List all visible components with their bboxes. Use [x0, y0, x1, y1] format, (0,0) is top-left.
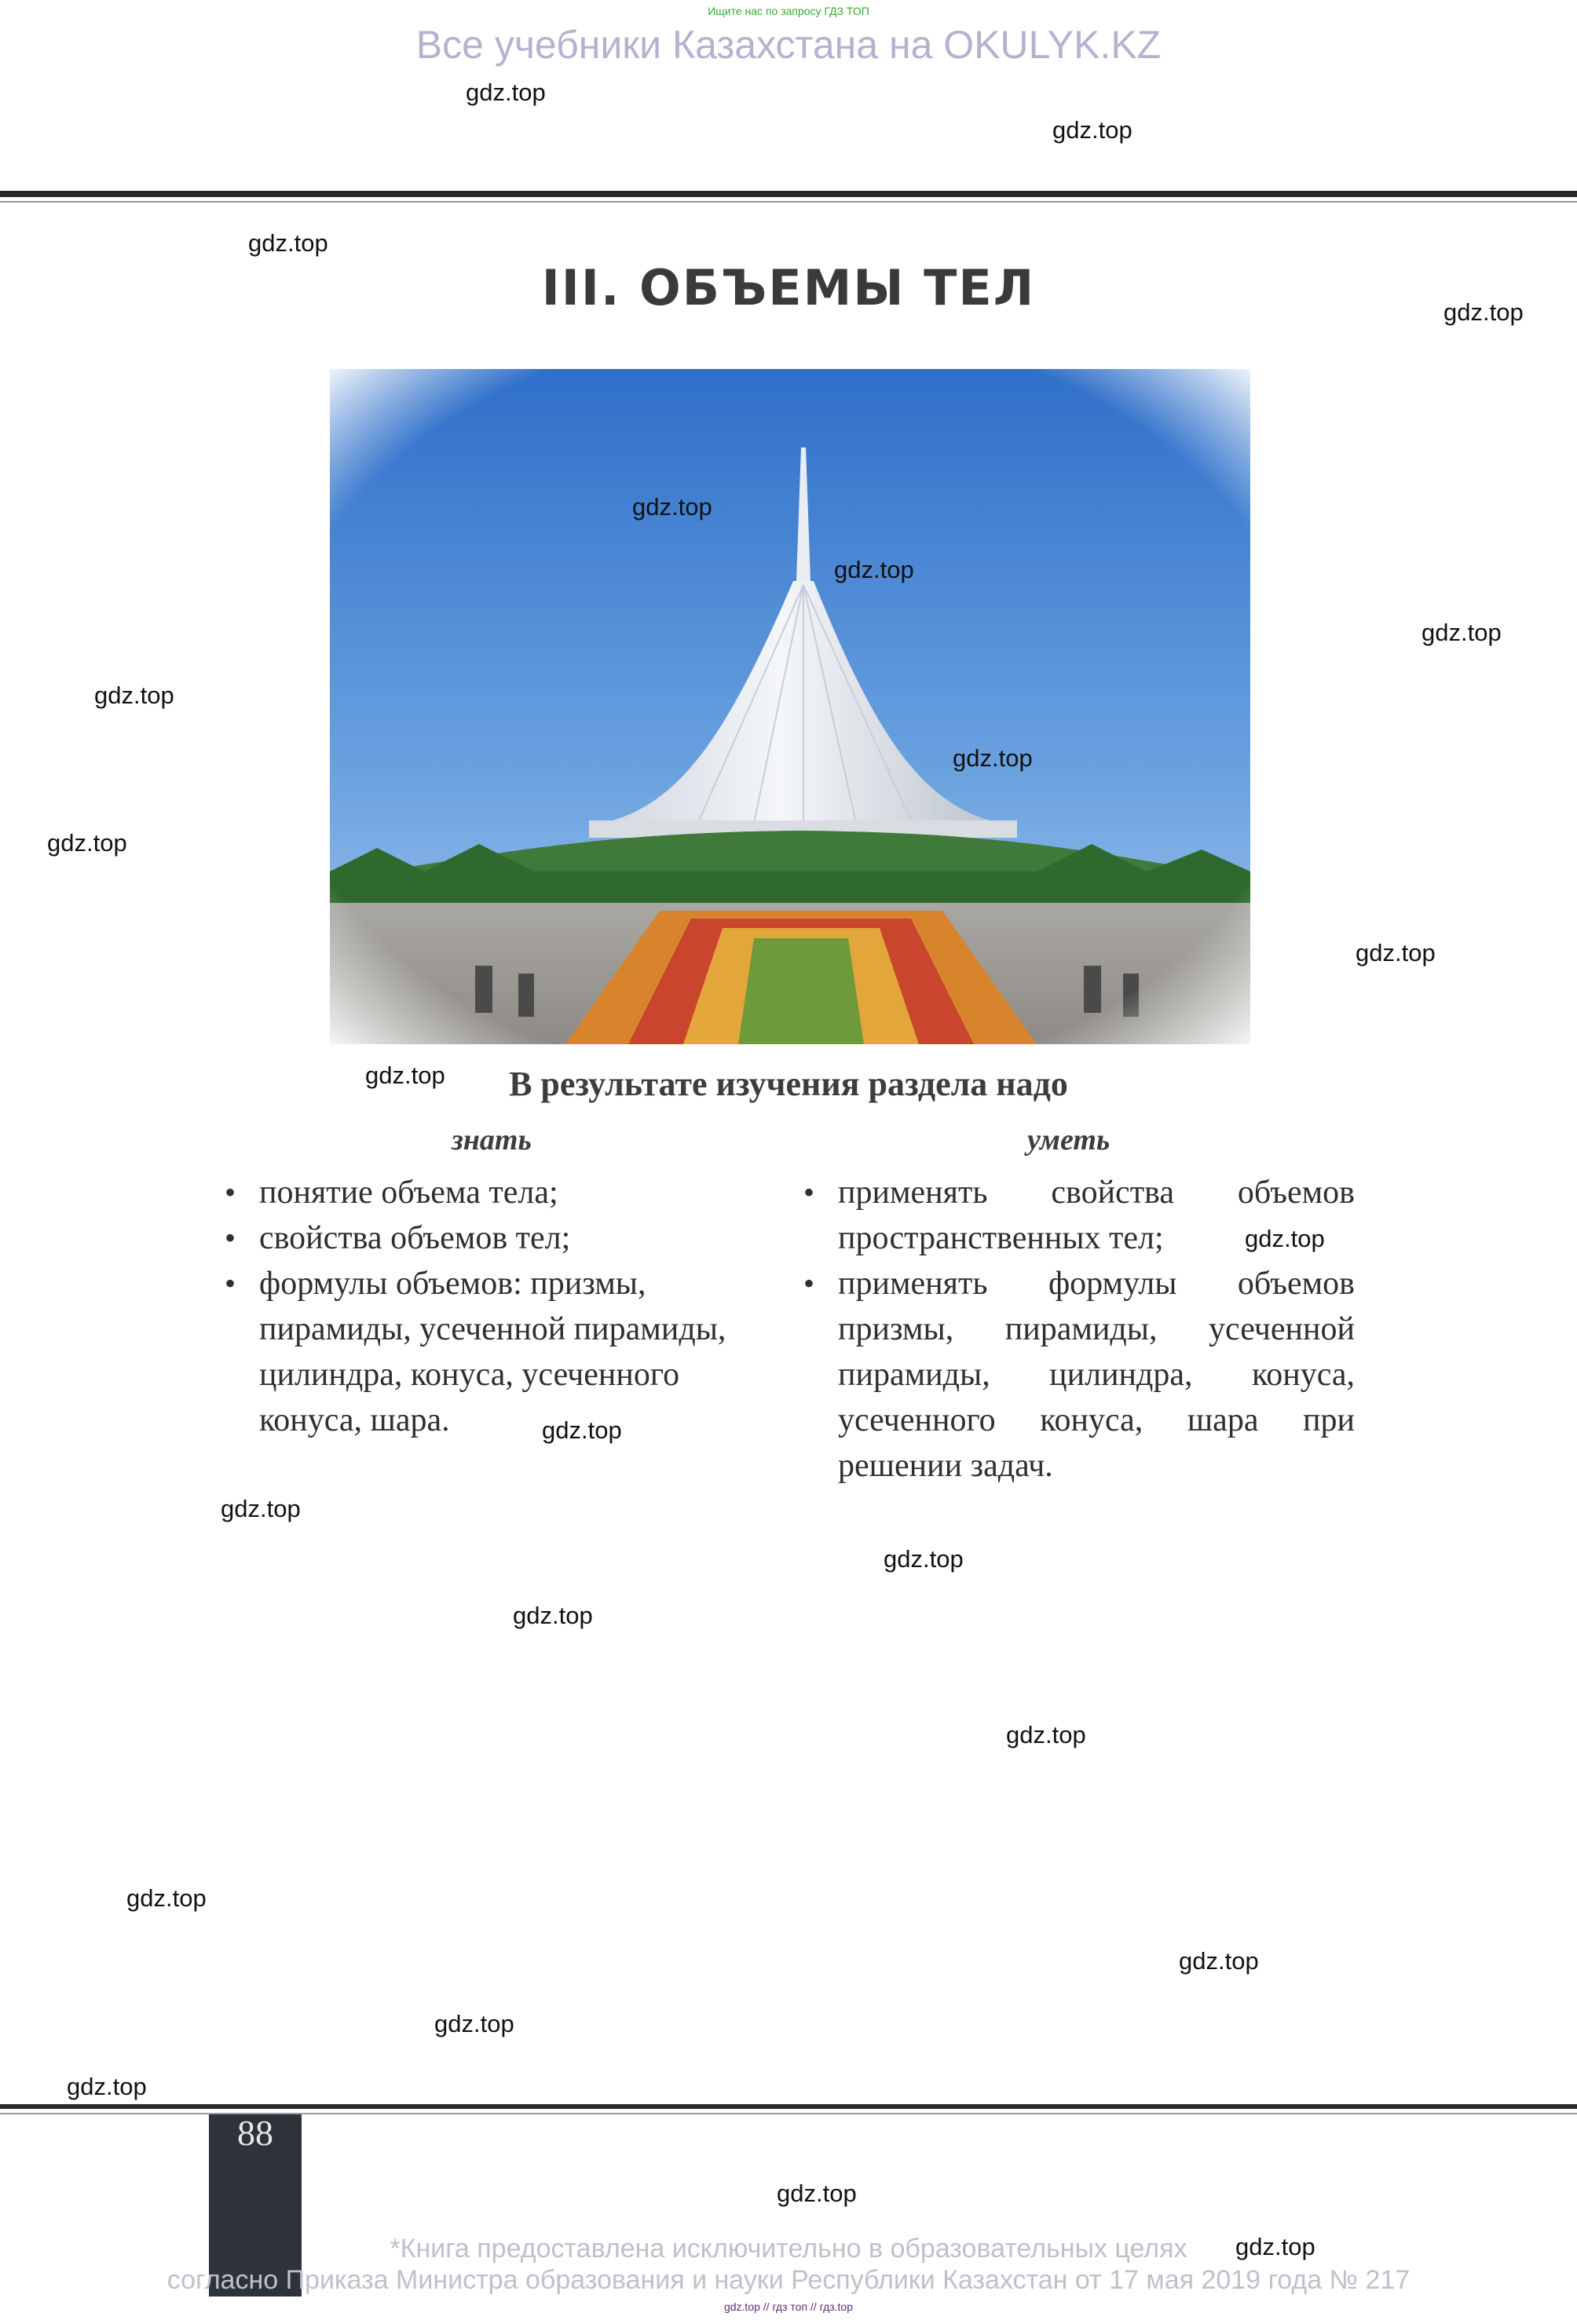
section-title: III. ОБЪЕМЫ ТЕЛ: [541, 259, 1036, 316]
watermark-text: gdz.top: [1179, 1947, 1259, 1975]
watermark-text: gdz.top: [1245, 1225, 1325, 1252]
list-item: • применять формулы объемов призмы, пирамиды, усеченной пирамиды, цилиндра, конуса, усеченного конуса, шара при решении задач.: [797, 1261, 1355, 1489]
top-divider-thin: [0, 201, 1577, 203]
can-list: [797, 1170, 1355, 1489]
top-divider: [0, 191, 1577, 197]
site-banner[interactable]: Все учебники Казахстана на OKULYK.KZ: [415, 23, 1162, 67]
footer-disclaimer: *Книга предоставлена исключительно в образовательных целях: [390, 2234, 1187, 2264]
watermark-text: gdz.top: [94, 681, 174, 709]
watermark-text: gdz.top: [434, 2010, 514, 2037]
page-number: 88: [237, 2113, 273, 2153]
watermark-text: gdz.top: [365, 1062, 445, 1089]
list-item: • понятие объема тела;: [218, 1170, 776, 1215]
watermark-text: gdz.top: [47, 829, 127, 857]
watermark-text: gdz.top: [1443, 298, 1524, 326]
know-list: [218, 1170, 776, 1443]
watermark-text: gdz.top: [248, 229, 328, 257]
can-heading: уметь: [1027, 1124, 1110, 1157]
footer-links[interactable]: gdz.top // гдз топ // гдз.top: [723, 2300, 854, 2313]
learning-outcomes-heading: В результате изучения раздела надо: [509, 1065, 1068, 1103]
watermark-text: gdz.top: [884, 1545, 964, 1573]
watermark-text: gdz.top: [221, 1495, 301, 1522]
watermark-text: gdz.top: [1006, 1721, 1086, 1748]
know-heading: знать: [452, 1124, 532, 1157]
bottom-divider: [0, 2104, 1577, 2109]
watermark-text: gdz.top: [777, 2180, 857, 2207]
watermark-text: gdz.top: [67, 2073, 147, 2100]
watermark-text: gdz.top: [466, 79, 546, 106]
khan-shatyr-photo: [330, 369, 1250, 1044]
top-search-note: Ищите нас по запросу ГДЗ ТОП: [708, 5, 869, 17]
watermark-text: gdz.top: [953, 744, 1033, 772]
watermark-text: gdz.top: [542, 1416, 622, 1444]
watermark-text: gdz.top: [1235, 2233, 1315, 2260]
list-item: • формулы объемов: призмы, пирамиды, усеченной пирамиды, цилиндра, конуса, усеченного конуса, шара.: [218, 1261, 776, 1443]
watermark-text: gdz.top: [513, 1602, 593, 1629]
watermark-text: gdz.top: [632, 493, 712, 521]
watermark-text: gdz.top: [1421, 619, 1502, 646]
watermark-text: gdz.top: [1052, 116, 1132, 144]
watermark-text: gdz.top: [126, 1884, 207, 1912]
list-item: • применять свойства объемов пространственных тел;: [797, 1170, 1355, 1261]
footer-order-note: согласно Приказа Министра образования и науки Республики Казахстан от 17 мая 2019 года № 217: [166, 2265, 1411, 2295]
list-item: • свойства объемов тел;: [218, 1215, 776, 1261]
watermark-text: gdz.top: [1356, 939, 1436, 967]
watermark-text: gdz.top: [834, 556, 914, 583]
